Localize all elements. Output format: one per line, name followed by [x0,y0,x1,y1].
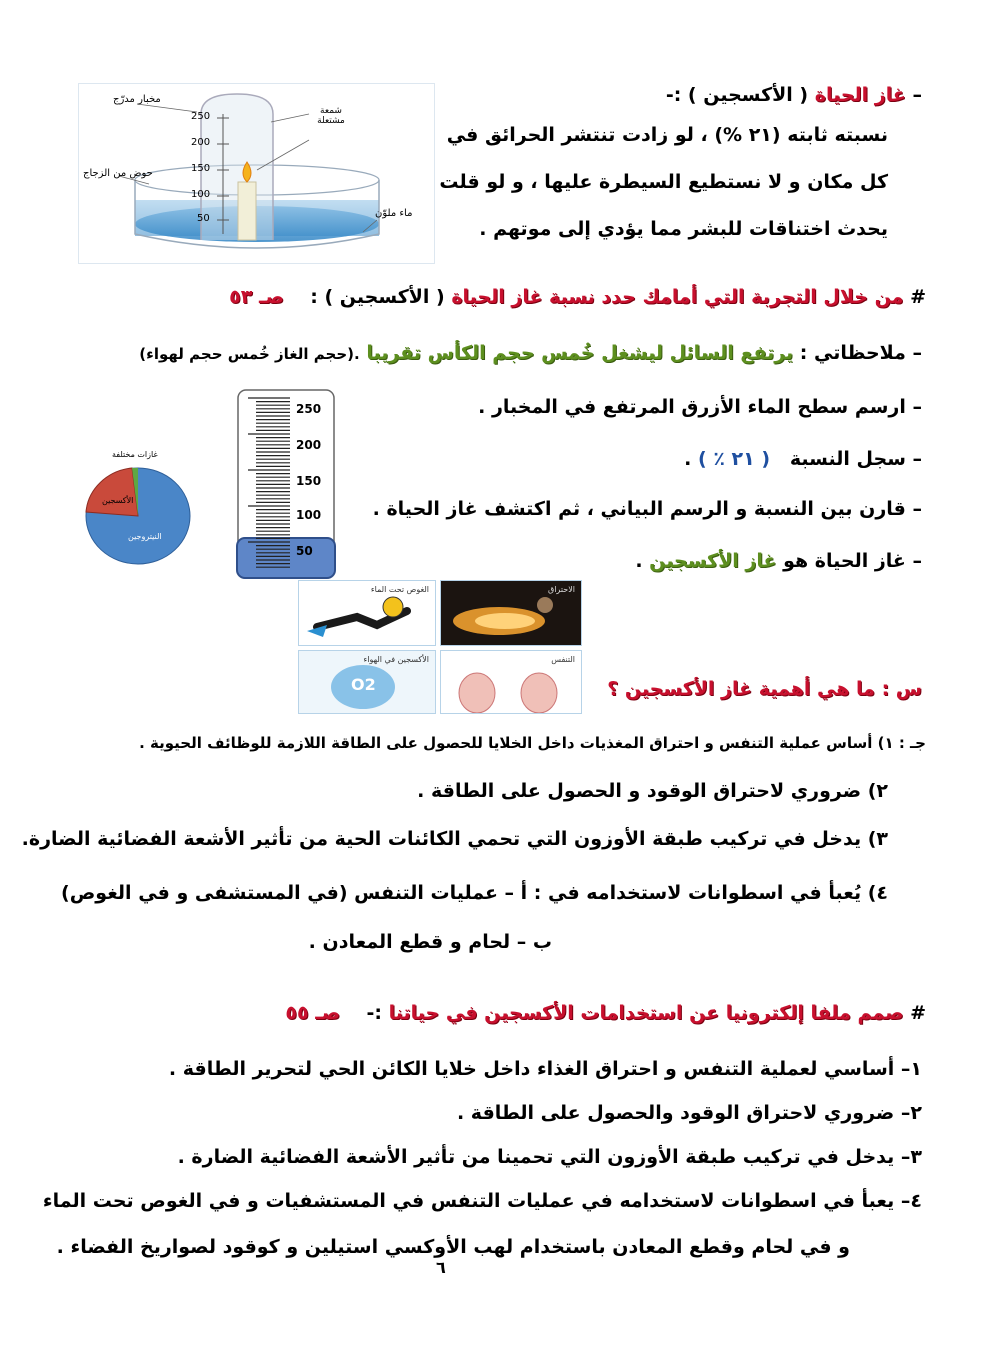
section2-heading: # من خلال التجربة التي أمامك حدد نسبة غاز الحياة ( الأكسجين ) : صـ ٥٣ [229,286,926,308]
cylinder-tick-100: 100 [296,508,322,522]
use-item-3: ٣– يدخل في تركيب طبقة الأوزون التي تحمينا من تأثير الأشعة الفضائية الضارة . [177,1146,922,1168]
apparatus-tick-200: 200 [191,137,211,148]
candle-apparatus-figure [78,83,435,264]
apparatus-tick-150: 150 [191,163,211,174]
cylinder-tick-250: 250 [296,402,322,416]
panel-oxygen-in-air: الأكسجين في الهواء O2 [298,650,436,714]
use-item-1: ١– أساسي لعملية التنفس و احتراق الغذاء داخل خلايا الكائن الحي لتحرير الطاقة . [168,1058,922,1080]
section2-title: من خلال التجربة التي أمامك حدد نسبة غاز الحياة [451,286,904,308]
cylinder-tick-150: 150 [296,474,322,488]
section1-line-1: نسبته ثابته (٢١ %) ، لو زادت تنتشر الحرائق في [446,124,888,146]
panel-breathing: التنفس [440,650,582,714]
answer-line-2: ٢) ضروري لاحتراق الوقود و الحصول على الطاقة . [417,780,888,802]
use-item-2: ٢– ضروري لاحتراق الوقود والحصول على الطاقة . [456,1102,922,1124]
life-gas-value: غاز الأكسجين [649,550,777,572]
air-composition-pie [82,446,196,566]
pie-label-oxygen: الأكسجين [102,496,134,505]
o2-symbol: O2 [351,675,376,694]
apparatus-tick-100: 100 [191,189,211,200]
section1-line-2: كل مكان و لا نستطيع السيطرة عليها ، و لو قلت [439,171,888,193]
graduated-cylinder-drawing [234,388,338,580]
pie-label-nitrogen: النيتروجين [128,532,162,541]
section2-page-ref: صـ ٥٣ [229,286,284,308]
answer-line-1: جـ : ١) أساس عملية التنفس و احتراق المغذيات داخل الخلايا للحصول على الطاقة اللازمة للوظائف الحيوية . [139,734,926,752]
apparatus-tick-50: 50 [197,213,210,224]
section3-heading: # صمم ملفا إلكترونيا عن استخدامات الأكسجين في حياتنا :- صـ ٥٥ [285,1002,926,1024]
panel-diving: الغوص تحت الماء [298,580,436,646]
observation-note: .(حجم الغاز خُمس حجم لهواء) [139,345,360,363]
answer-line-4: ٤) يُعبأ في اسطوانات لاستخدامه في : أ – عمليات التنفس (في المستشفى و في الغوص) [61,882,888,904]
pie-slice-oxygen [86,468,138,516]
observation-text: يرتفع السائل ليشغل خُمس حجم الكأس تقريبا [366,342,794,364]
cylinder-tick-50: 50 [296,544,313,558]
pie-label-other-gases: غازات مختلفة [112,450,158,459]
answer-line-3: ٣) يدخل في تركيب طبقة الأوزون التي تحمي الكائنات الحية من تأثير الأشعة الفضائية الضارة. [21,828,888,850]
use-item-4-continued: و في لحام وقطع المعادن باستخدام لهب الأوكسي استيلين و كوقود لصواريخ الفضاء . [56,1236,850,1258]
draw-instruction: – ارسم سطح الماء الأزرق المرتفع في المخبار . [478,396,922,418]
section2-title-rest: ( الأكسجين ) : [310,286,445,308]
section1-title: غاز الحياة [814,84,906,106]
section1-title-rest: ( الأكسجين ) :- [665,84,809,106]
cylinder-tick-200: 200 [296,438,322,452]
life-gas-line: – غاز الحياة هو غاز الأكسجين . [635,550,922,572]
label-glass-basin: حوض من الزجاج [83,168,153,179]
oxygen-uses-figure [298,580,582,714]
label-colored-water: ماء ملوّن [375,208,413,219]
answer-line-5: ب – لحام و قطع المعادن . [308,931,552,953]
use-item-4: ٤– يعبأ في اسطوانات لاستخدامه في عمليات التنفس في المستشفيات و في الغوص تحت الماء [42,1190,922,1212]
page-number: ٦ [436,1258,446,1277]
record-value: ( ٢١ ٪ ) [698,448,771,470]
label-lit-candle: شمعة مشتعلة [317,106,345,126]
graduated-cylinder-figure [234,388,338,580]
panel-combustion: الاحتراق [440,580,582,646]
section3-page-ref: صـ ٥٥ [285,1002,341,1024]
section1-line-3: يحدث اختناقات للبشر مما يؤدي إلى موتهم . [479,218,888,240]
label-graduated-cylinder: مخبار مدرّج [113,94,161,105]
question-line [607,676,922,702]
section1-heading: – غاز الحياة ( الأكسجين ) :- [665,84,922,106]
observations-line: – ملاحظاتي : يرتفع السائل ليشغل خُمس حجم الكأس تقريبا .(حجم الغاز خُمس حجم لهواء) [139,342,922,364]
record-line: – سجل النسبة ( ٢١ ٪ ) . [684,448,922,470]
compare-instruction: – قارن بين النسبة و الرسم البياني ، ثم اكتشف غاز الحياة . [372,498,922,520]
question-text: ما هي أهمية غاز الأكسجين ؟ [607,678,875,700]
apparatus-tick-250: 250 [191,111,211,122]
section3-title: صمم ملفا إلكترونيا عن استخدامات الأكسجين في حياتنا [388,1002,904,1024]
question-label: س : [881,678,922,700]
